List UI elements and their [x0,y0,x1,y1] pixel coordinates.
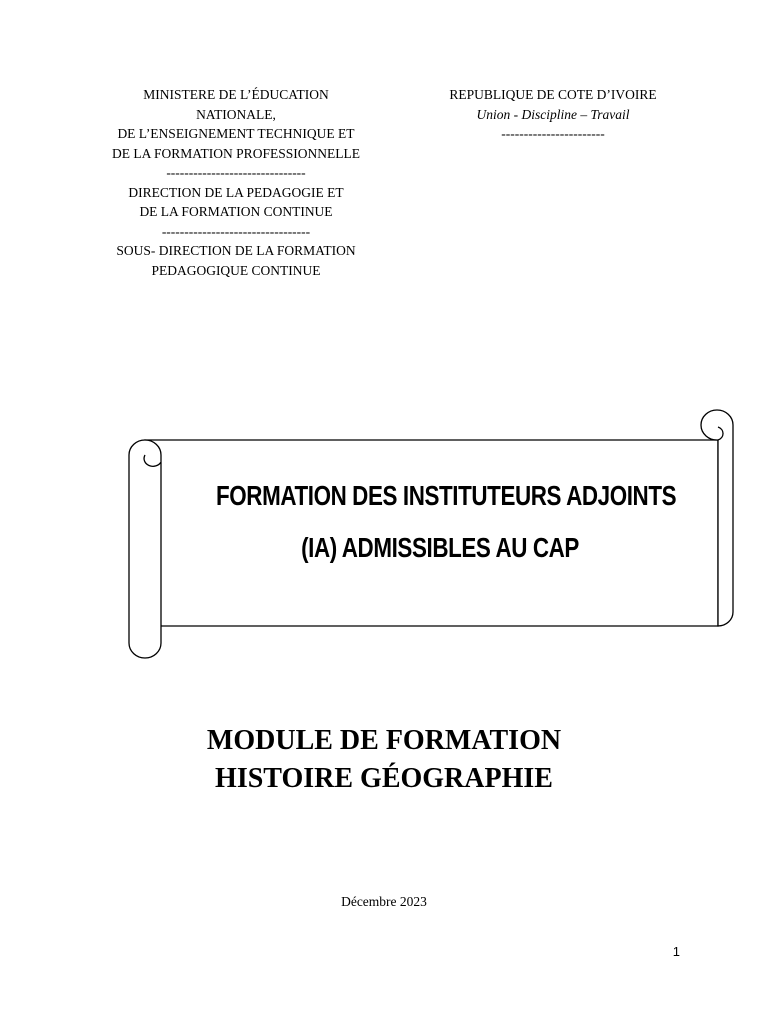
banner-title [216,470,677,574]
page-number: 1 [672,944,680,959]
sub-direction-line: SOUS- DIRECTION DE LA FORMATION [116,243,356,258]
direction-line: DE LA FORMATION CONTINUE [139,204,333,219]
banner-title-line-2: (IA) ADMISSIBLES AU CAP [301,532,579,563]
direction-line: DIRECTION DE LA PEDAGOGIE ET [128,184,344,200]
ministry-line: NATIONALE, [196,106,276,122]
ministry-line: DE LA FORMATION PROFESSIONNELLE [112,145,360,161]
sub-direction-line: PEDAGOGIQUE CONTINUE [151,262,321,278]
publication-date: Décembre 2023 [341,894,427,909]
separator-line: ----------------------- [501,126,605,141]
separator-line: --------------------------------- [161,223,311,239]
module-title-line-2: HISTOIRE GÉOGRAPHIE [215,763,553,794]
banner-title-line-1: FORMATION DES INSTITUTEURS ADJOINTS [216,480,677,511]
module-title [84,722,684,798]
module-title-line-1: MODULE DE FORMATION [206,725,562,756]
ministry-line: DE L’ENSEIGNEMENT TECHNIQUE ET [117,126,355,141]
separator-line: ------------------------------- [166,165,306,180]
ministry-line: MINISTERE DE L’ÉDUCATION [143,87,329,102]
country-name: REPUBLIQUE DE COTE D’IVOIRE [449,87,657,102]
national-motto: Union - Discipline – Travail [476,106,630,122]
